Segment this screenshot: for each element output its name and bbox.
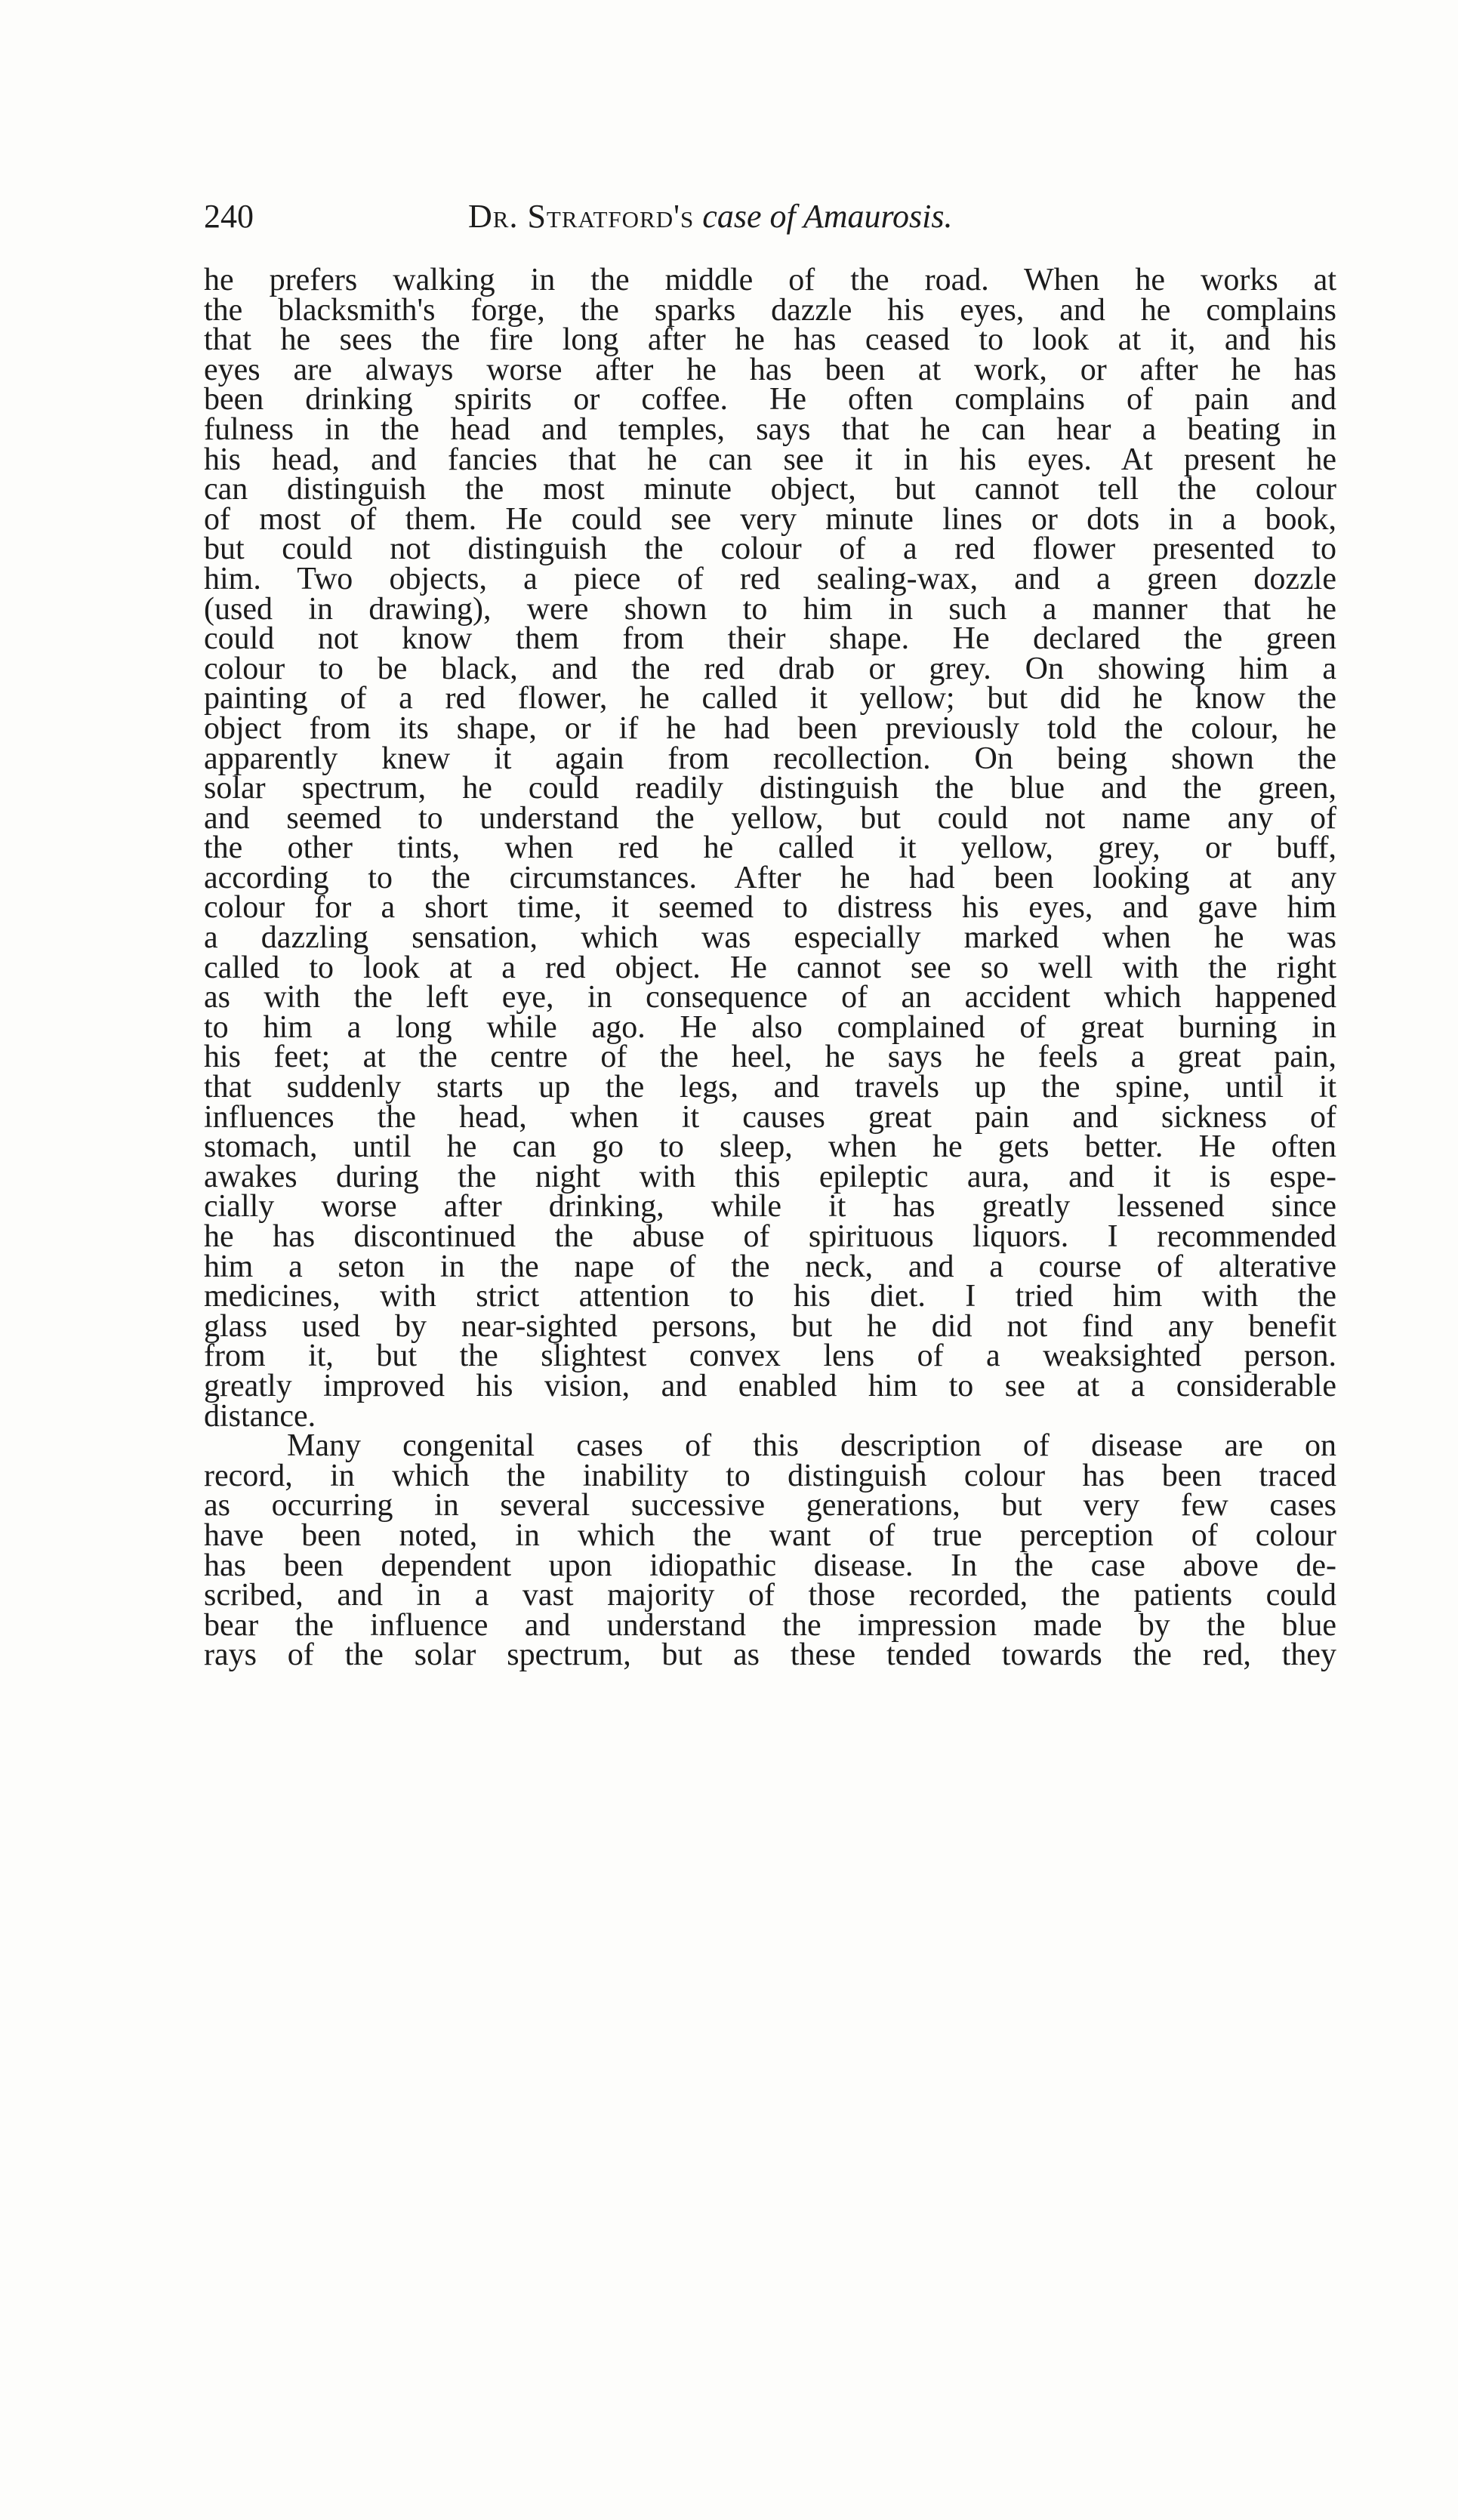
text-line: his head, and fancies that he can see it in his eyes. At present he	[204, 442, 1336, 477]
paragraph-start-line: Many congenital cases of this description of disease are on	[287, 1428, 1336, 1464]
text-line: object from its shape, or if he had been previously told the colour, he	[204, 710, 1336, 746]
text-line: (used in drawing), were shown to him in such a manner that he	[204, 591, 1336, 627]
text-line: influences the head, when it causes great pain and sickness of	[204, 1099, 1336, 1135]
text-line: a dazzling sensation, which was especially marked when he was	[204, 920, 1336, 956]
text-line: has been dependent upon idiopathic disease. In the case above de-	[204, 1548, 1336, 1583]
text-line: been drinking spirits or coffee. He often complains of pain and	[204, 382, 1336, 417]
text-line: record, in which the inability to distinguish colour has been traced	[204, 1458, 1336, 1493]
running-title	[468, 190, 953, 243]
text-line: of most of them. He could see very minute lines or dots in a book,	[204, 501, 1336, 537]
text-line: stomach, until he can go to sleep, when he gets better. He often	[204, 1129, 1336, 1165]
text-line: to him a long while ago. He also complained of great burning in	[204, 1009, 1336, 1045]
text-line: the blacksmith's forge, the sparks dazzle his eyes, and he complains	[204, 292, 1336, 328]
text-line: rays of the solar spectrum, but as these tended towards the red, they	[204, 1637, 1336, 1673]
text-line: can distinguish the most minute object, but cannot tell the colour	[204, 472, 1336, 507]
text-line: apparently knew it again from recollection. On being shown the	[204, 741, 1336, 776]
text-line: called to look at a red object. He cannot see so well with the right	[204, 950, 1336, 985]
text-line: but could not distinguish the colour of a red flower presented to	[204, 531, 1336, 567]
text-line: from it, but the slightest convex lens of a weaksighted person.	[204, 1339, 1336, 1374]
text-line: fulness in the head and temples, says that he can hear a beating in	[204, 411, 1336, 447]
text-line: and seemed to understand the yellow, but could not name any of	[204, 800, 1336, 836]
text-line: as occurring in several successive generations, but very few cases	[204, 1488, 1336, 1523]
body-text	[204, 263, 1336, 1673]
text-line: his feet; at the centre of the heel, he says he feels a great pain,	[204, 1040, 1336, 1075]
text-line: cially worse after drinking, while it has greatly lessened since	[204, 1189, 1336, 1225]
text-line: solar spectrum, he could readily distinguish the blue and the green,	[204, 771, 1336, 806]
text-line: he prefers walking in the middle of the road. When he works at	[204, 263, 1336, 297]
text-line: him. Two objects, a piece of red sealing-wax, and a green dozzle	[204, 561, 1336, 596]
text-line: colour for a short time, it seemed to distress his eyes, and gave him	[204, 890, 1336, 926]
text-line: greatly improved his vision, and enabled him to see at a considerable	[204, 1368, 1336, 1403]
page-number: 240	[204, 198, 254, 235]
text-line: according to the circumstances. After he had been looking at any	[204, 860, 1336, 895]
text-line: colour to be black, and the red drab or grey. On showing him a	[204, 651, 1336, 686]
text-line: as with the left eye, in consequence of an accident which happened	[204, 980, 1336, 1015]
running-title-author: Dr. Stratford's	[468, 198, 695, 235]
text-line: he has discontinued the abuse of spirituous liquors. I recommended	[204, 1219, 1336, 1254]
text-line: scribed, and in a vast majority of those recorded, the patients could	[204, 1578, 1336, 1613]
text-line: could not know them from their shape. He declared the green	[204, 621, 1336, 657]
text-line: that suddenly starts up the legs, and travels up the spine, until it	[204, 1070, 1336, 1105]
text-line: eyes are always worse after he has been at work, or after he has	[204, 352, 1336, 387]
text-line: him a seton in the nape of the neck, and a course of alterative	[204, 1249, 1336, 1284]
paragraph-end-line: distance.	[204, 1398, 316, 1434]
text-line: the other tints, when red he called it yellow, grey, or buff,	[204, 830, 1336, 866]
text-line: awakes during the night with this epileptic aura, and it is espe-	[204, 1159, 1336, 1194]
text-line: glass used by near-sighted persons, but he did not find any benefit	[204, 1308, 1336, 1344]
running-head	[204, 190, 1352, 243]
text-line: bear the influence and understand the impression made by the blue	[204, 1607, 1336, 1643]
text-line: have been noted, in which the want of true perception of colour	[204, 1517, 1336, 1553]
text-line: painting of a red flower, he called it yellow; but did he know the	[204, 681, 1336, 716]
running-title-subject: case of Amaurosis.	[702, 198, 953, 235]
text-line: that he sees the fire long after he has ceased to look at it, and his	[204, 322, 1336, 358]
text-line: medicines, with strict attention to his diet. I tried him with the	[204, 1279, 1336, 1314]
